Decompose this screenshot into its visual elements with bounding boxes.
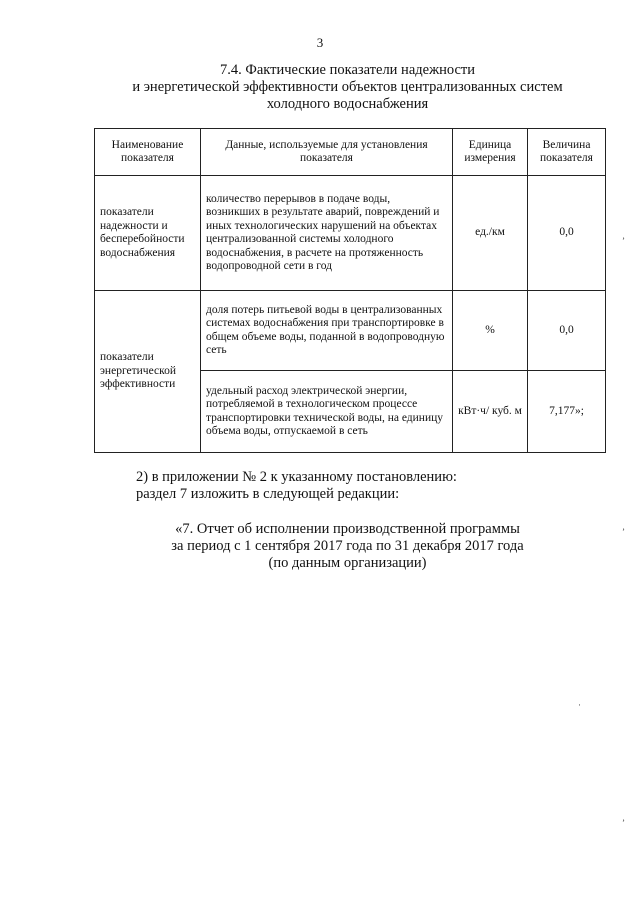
header-value: Величина показателя [528, 129, 606, 176]
report-heading-line-3: (по данным организации) [268, 555, 427, 571]
title-line-1: 7.4. Фактические показатели надежности [220, 62, 475, 78]
amendment-line-2: раздел 7 изложить в следующей редакции: [136, 486, 400, 502]
row-unit: ед./км [453, 176, 528, 291]
row-unit: кВт·ч/ куб. м [453, 371, 528, 453]
row-value: 7,177»; [528, 371, 606, 453]
row-data: удельный расход электрической энергии, потребляемой в технологическом процессе транспортировки технической воды, на единицу объема воды, отпускаемой в сеть [201, 371, 453, 453]
row-data: количество перерывов в подаче воды, возникших в результате аварий, повреждений и иных технологических нарушений на объектах централизованной системы холодного водоснабжения, в расчете на протяженность водопроводной сети в год [201, 176, 453, 291]
row-data: доля потерь питьевой воды в централизованных системах водоснабжения при транспортировке в общем объеме воды, поданной в водопроводную сеть [201, 291, 453, 371]
table-row [95, 291, 606, 371]
title-line-3: холодного водоснабжения [266, 96, 429, 112]
amendment-line-1: 2) в приложении № 2 к указанному постановлению: [136, 469, 457, 485]
row-value: 0,0 [528, 176, 606, 291]
header-data-used: Данные, используемые для установления показателя [201, 129, 453, 176]
scan-speck: ʼ [622, 527, 625, 537]
row-value: 0,0 [528, 291, 606, 371]
scan-speck: ʼ [622, 236, 625, 246]
table-header-row [95, 129, 606, 176]
group-name-reliability: показатели надежности и бесперебойности водоснабжения [95, 176, 201, 291]
header-unit: Единица измерения [453, 129, 528, 176]
row-unit: % [453, 291, 528, 371]
report-heading-line-2: за период с 1 сентября 2017 года по 31 декабря 2017 года [171, 538, 524, 554]
title-line-2: и энергетической эффективности объектов централизованных систем [132, 79, 563, 95]
header-indicator-name: Наименование показателя [95, 129, 201, 176]
table-row [95, 176, 606, 291]
section-title [60, 62, 635, 113]
scan-speck: ʼ [622, 818, 625, 828]
indicators-table [94, 128, 606, 453]
page-number: 3 [316, 35, 324, 50]
report-heading [60, 521, 635, 572]
amendment-paragraph [136, 469, 457, 503]
group-name-energy-efficiency: показатели энергетической эффективности [95, 291, 201, 453]
scan-speck: · [578, 700, 581, 710]
report-heading-line-1: «7. Отчет об исполнении производственной программы [175, 521, 520, 537]
